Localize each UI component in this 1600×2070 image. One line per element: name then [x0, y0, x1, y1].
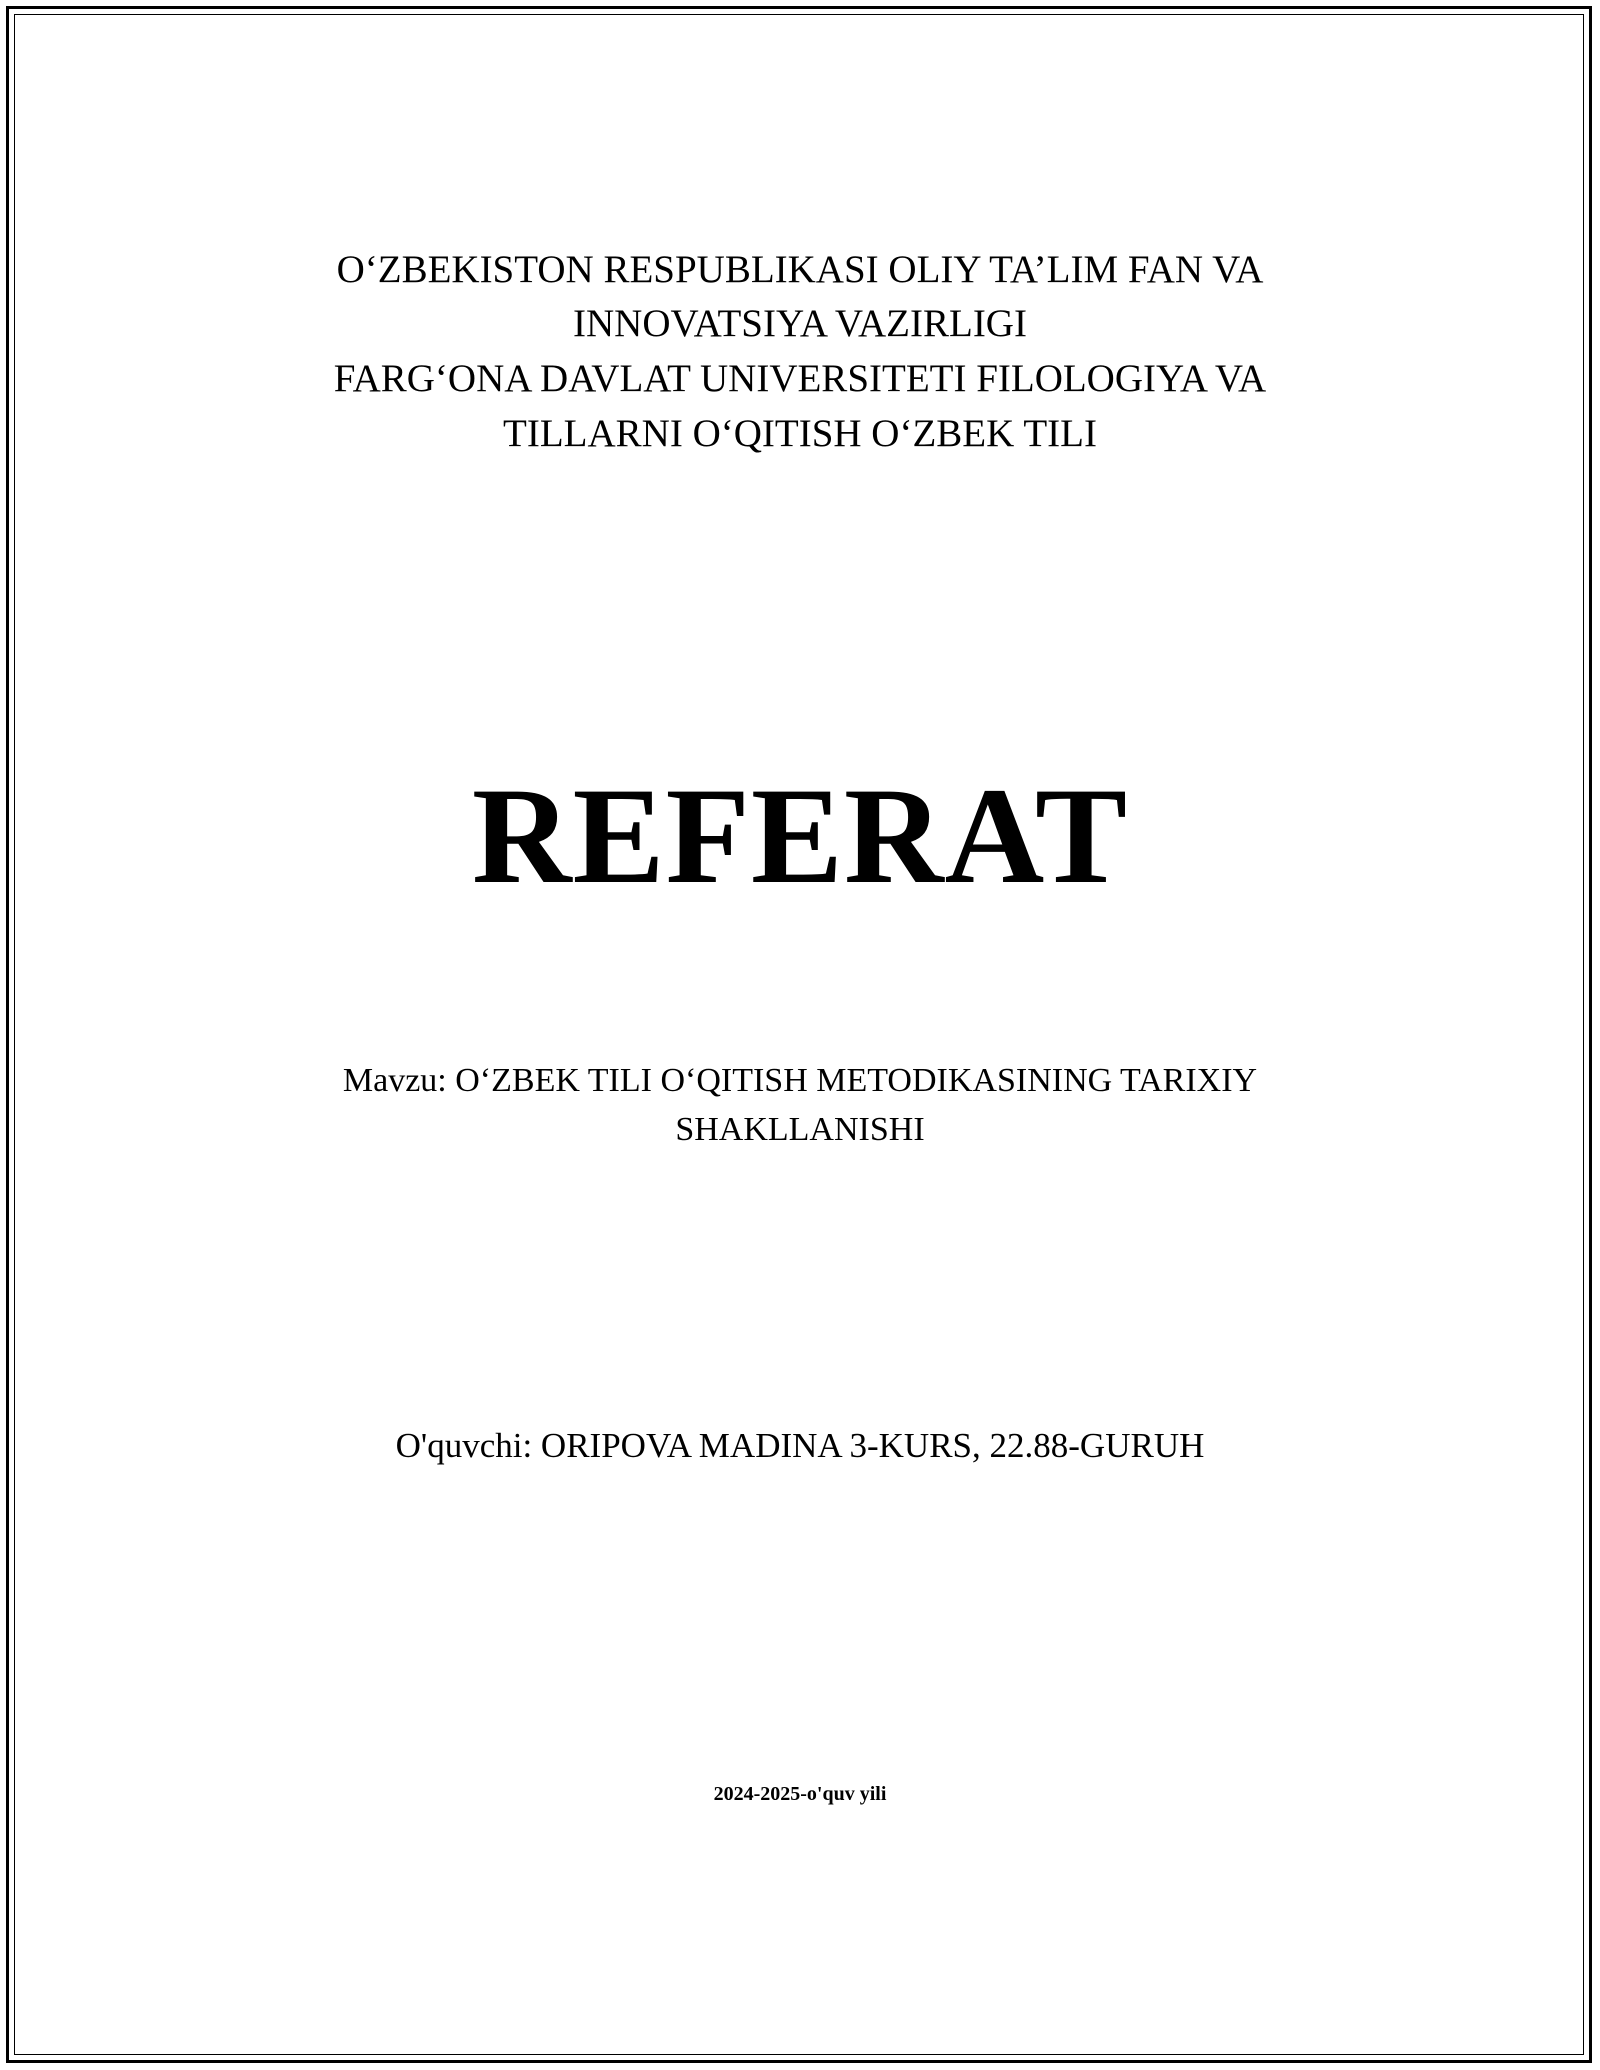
- topic-line-1: Mavzu: O‘ZBEK TILI O‘QITISH METODIKASINING TARIXIY: [342, 1062, 1258, 1099]
- student-info: O'quvchi: ORIPOVA MADINA 3-KURS, 22.88-GURUH: [395, 1426, 1205, 1465]
- academic-year: 2024-2025-o'quv yili: [713, 1783, 887, 1805]
- ministry-line-1: O‘ZBEKISTON RESPUBLIKASI OLIY TA’LIM FAN VA: [336, 248, 1264, 291]
- topic-line-2: SHAKLLANISHI: [675, 1111, 925, 1148]
- university-line-1: FARG‘ONA DAVLAT UNIVERSITETI FILOLOGIYA VA: [333, 357, 1267, 400]
- university-line-2: TILLARNI O‘QITISH O‘ZBEK TILI: [503, 412, 1097, 455]
- ministry-line-2: INNOVATSIYA VAZIRLIGI: [573, 302, 1027, 345]
- document-title: REFERAT: [471, 759, 1129, 912]
